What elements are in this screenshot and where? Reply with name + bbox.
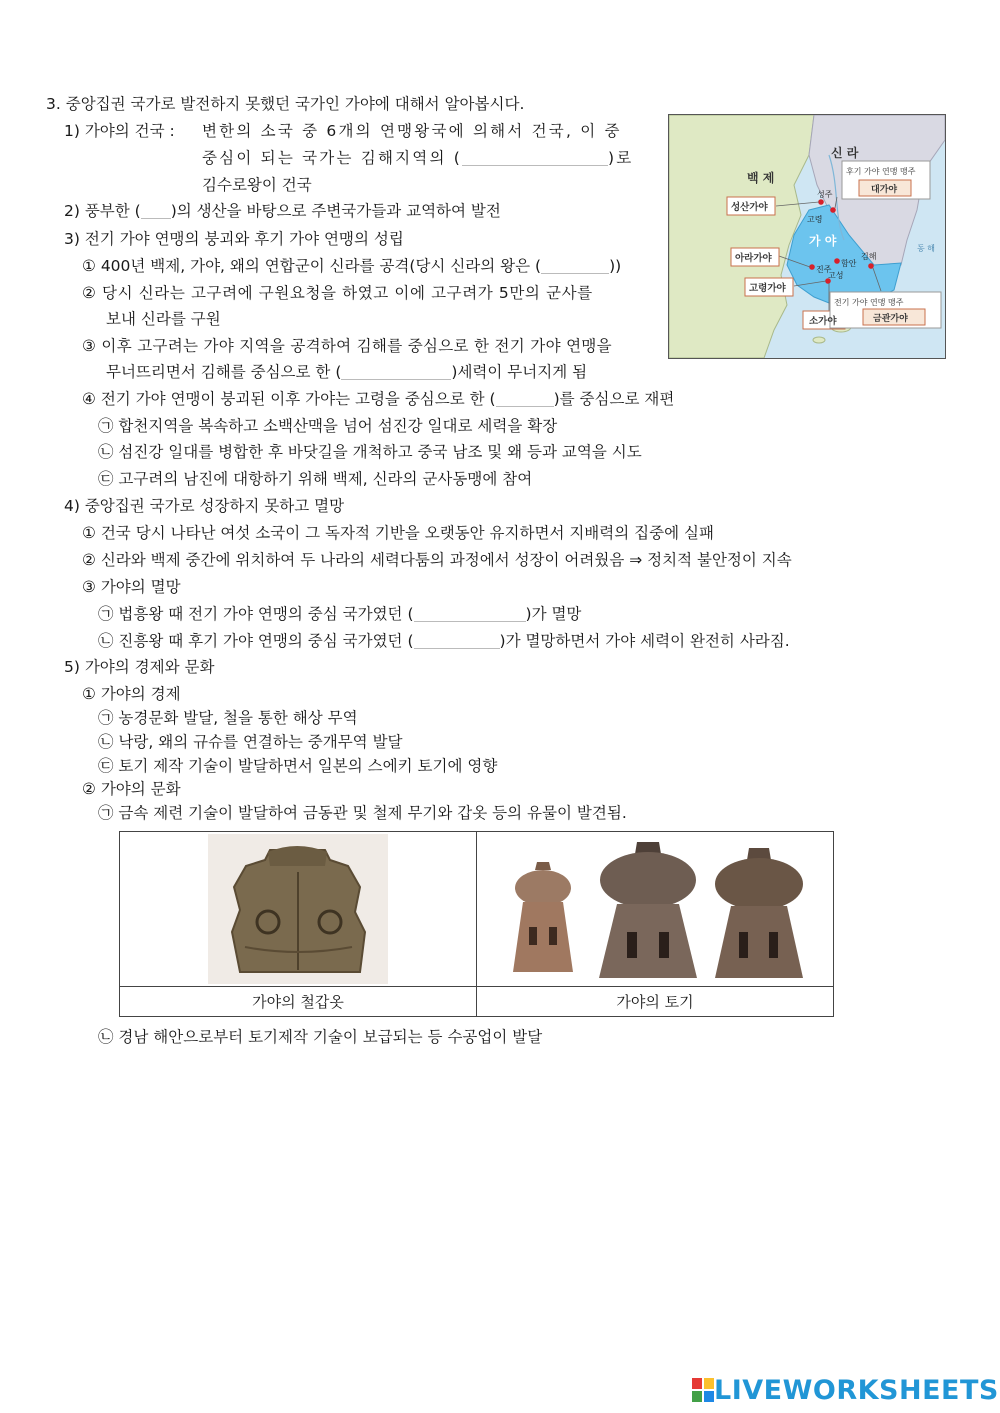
sec3-item4-a: ④ 전기 가야 연맹이 붕괴된 이후 가야는 고령을 중심으로 한 ( xyxy=(82,390,496,408)
map-label-goseong: 고성 xyxy=(828,271,844,280)
sec3-item3a: ③ 이후 고구려는 가야 지역을 공격하여 김해를 중심으로 한 전기 가야 연맹을 xyxy=(82,337,612,355)
answer-blank-iron[interactable] xyxy=(141,202,171,219)
answer-blank-fallen-early[interactable] xyxy=(414,605,526,622)
sec3-title: 3) 전기 가야 연맹의 붕괴와 후기 가야 연맹의 성립 xyxy=(64,230,404,248)
city-dot-haman xyxy=(834,258,840,264)
sec4-sub1-b: )가 멸망 xyxy=(525,605,582,623)
map-label-daegaya: 대가야 xyxy=(871,185,898,195)
map-label-jinju: 진주 xyxy=(816,265,832,274)
sec5-culture-2: ㉡ 경남 해안으로부터 토기제작 기술이 보급되는 등 수공업이 발달 xyxy=(98,1028,543,1046)
sec5-title: 5) 가야의 경제와 문화 xyxy=(64,658,215,676)
sec3-sub3: ㉢ 고구려의 남진에 대항하기 위해 백제, 신라의 군사동맹에 참여 xyxy=(98,470,533,488)
liveworksheets-logo-icon xyxy=(692,1378,714,1402)
sec1-line2-a: 중심이 되는 국가는 김해지역의 ( xyxy=(202,149,463,167)
sec3-sub1: ㉠ 합천지역을 복속하고 소백산맥을 넘어 섬진강 일대로 세력을 확장 xyxy=(98,417,558,435)
map-label-silla: 신 라 xyxy=(831,146,859,160)
sec5-culture: ② 가야의 문화 xyxy=(82,780,181,798)
sec3-item4 xyxy=(82,389,674,409)
map-label-seongju: 성주 xyxy=(817,190,833,199)
sec3-item1 xyxy=(82,256,621,276)
sec5-economy-3: ㉢ 토기 제작 기술이 발달하면서 일본의 스에키 토기에 영향 xyxy=(98,757,498,775)
sec3-sub2: ㉡ 섬진강 일대를 병합한 후 바닷길을 개척하고 중국 남조 및 왜 등과 교역을 시도 xyxy=(98,443,642,461)
sec2-a: 2) 풍부한 ( xyxy=(64,202,141,220)
sec4-sub1-a: ㉠ 법흥왕 때 전기 가야 연맹의 중심 국가였던 ( xyxy=(98,605,414,623)
gaya-map xyxy=(668,114,946,359)
sec3-item3b-a: 무너뜨리면서 김해를 중심으로 한 ( xyxy=(106,363,342,381)
sec5-culture-1: ㉠ 금속 제련 기술이 발달하여 금동관 및 철제 무기와 갑옷 등의 유물이 발견됨. xyxy=(98,804,627,822)
map-label-gimhae: 김해 xyxy=(861,252,877,261)
answer-blank-daegaya[interactable] xyxy=(496,390,554,407)
armor-caption: 가야의 철갑옷 xyxy=(120,986,476,1017)
sec3-item2a: ② 당시 신라는 고구려에 구원요청을 하였고 이에 고구려가 5만의 군사를 xyxy=(82,284,593,302)
map-label-donghae: 동 해 xyxy=(917,244,935,253)
sec4-sub2 xyxy=(98,631,790,651)
sec1-line2 xyxy=(202,148,633,168)
liveworksheets-logo xyxy=(692,1375,999,1405)
sec4-item3: ③ 가야의 멸망 xyxy=(82,578,181,596)
map-label-geumgwangaya: 금관가야 xyxy=(873,314,908,324)
sec4-item1: ① 건국 당시 나타난 여섯 소국이 그 독자적 기반을 오랫동안 유지하면서 지배력의 집중에 실패 xyxy=(82,524,714,542)
logo-text: LIVEWORKSHEETS xyxy=(714,1374,999,1406)
answer-blank-fallen-late[interactable] xyxy=(414,632,500,649)
city-dot-seongju xyxy=(818,199,824,205)
map-label-seongsangaya: 성산가야 xyxy=(731,202,768,213)
pottery-caption: 가야의 토기 xyxy=(477,986,833,1017)
sec2-line xyxy=(64,201,501,221)
island xyxy=(813,337,825,343)
sec3-item1-b: )) xyxy=(609,257,622,275)
answer-blank-geumgwangaya[interactable] xyxy=(341,363,451,380)
armor-photo-cell xyxy=(120,832,476,986)
sec3-item1-a: ① 400년 백제, 가야, 왜의 연합군이 신라를 공격(당시 신라의 왕은 ( xyxy=(82,257,542,275)
map-label-haman: 함안 xyxy=(841,259,857,268)
sec4-sub1 xyxy=(98,604,581,624)
map-label-gaya: 가 야 xyxy=(809,234,837,248)
map-label-baekje: 백 제 xyxy=(747,171,775,185)
worksheet-heading: 3. 중앙집권 국가로 발전하지 못했던 국가인 가야에 대해서 알아봅시다. xyxy=(46,95,525,113)
map-label-sogaya: 소가야 xyxy=(809,316,837,327)
sec4-title: 4) 중앙집권 국가로 성장하지 못하고 멸망 xyxy=(64,497,345,515)
baekje-region xyxy=(669,115,814,358)
sec5-economy-1: ㉠ 농경문화 발달, 철을 통한 해상 무역 xyxy=(98,709,358,727)
earthenware-image xyxy=(477,832,833,986)
sec3-item4-b: )를 중심으로 재편 xyxy=(553,390,675,408)
sec1-line3: 김수로왕이 건국 xyxy=(202,176,312,194)
sec1-label: 1) 가야의 건국 : xyxy=(64,122,175,140)
map-label-later-league: 후기 가야 연맹 맹주 xyxy=(846,167,916,176)
iron-armor-image xyxy=(120,832,476,986)
sec4-sub2-a: ㉡ 진흥왕 때 후기 가야 연맹의 중심 국가였던 ( xyxy=(98,632,414,650)
map-label-goryeong: 고령 xyxy=(807,215,823,224)
map-label-aragaya: 아라가야 xyxy=(735,253,772,264)
map-label-goryeonggaya: 고령가야 xyxy=(749,283,786,294)
artifact-photo-table xyxy=(119,831,834,1017)
city-dot-goryeong xyxy=(830,207,836,213)
sec5-economy: ① 가야의 경제 xyxy=(82,685,181,703)
sec4-item2: ② 신라와 백제 중간에 위치하여 두 나라의 세력다툼의 과정에서 성장이 어려웠음 ⇒ 정치적 불안정이 지속 xyxy=(82,551,792,569)
sec2-b: )의 생산을 바탕으로 주변국가들과 교역하여 발전 xyxy=(170,202,501,220)
sec3-item3b-b: )세력이 무너지게 됨 xyxy=(451,363,588,381)
map-graphic xyxy=(669,115,945,358)
sec3-item3b xyxy=(106,362,587,382)
sec5-economy-2: ㉡ 낙랑, 왜의 규슈를 연결하는 중개무역 발달 xyxy=(98,733,403,751)
answer-blank-geumgwan[interactable] xyxy=(462,149,608,166)
pottery-photo-cell xyxy=(477,832,833,986)
sec4-sub2-b: )가 멸망하면서 가야 세력이 완전히 사라짐. xyxy=(499,632,790,650)
city-dot-gimhae xyxy=(868,263,874,269)
sec3-item2b: 보내 신라를 구원 xyxy=(106,310,221,328)
answer-blank-silla-king[interactable] xyxy=(541,257,609,274)
sec1-line1: 변한의 소국 중 6개의 연맹왕국에 의해서 건국, 이 중 xyxy=(202,122,622,140)
city-dot-jinju xyxy=(809,264,815,270)
sec1-line2-b: )로 xyxy=(608,149,634,167)
map-label-earlier-league: 전기 가야 연맹 맹주 xyxy=(834,298,904,307)
